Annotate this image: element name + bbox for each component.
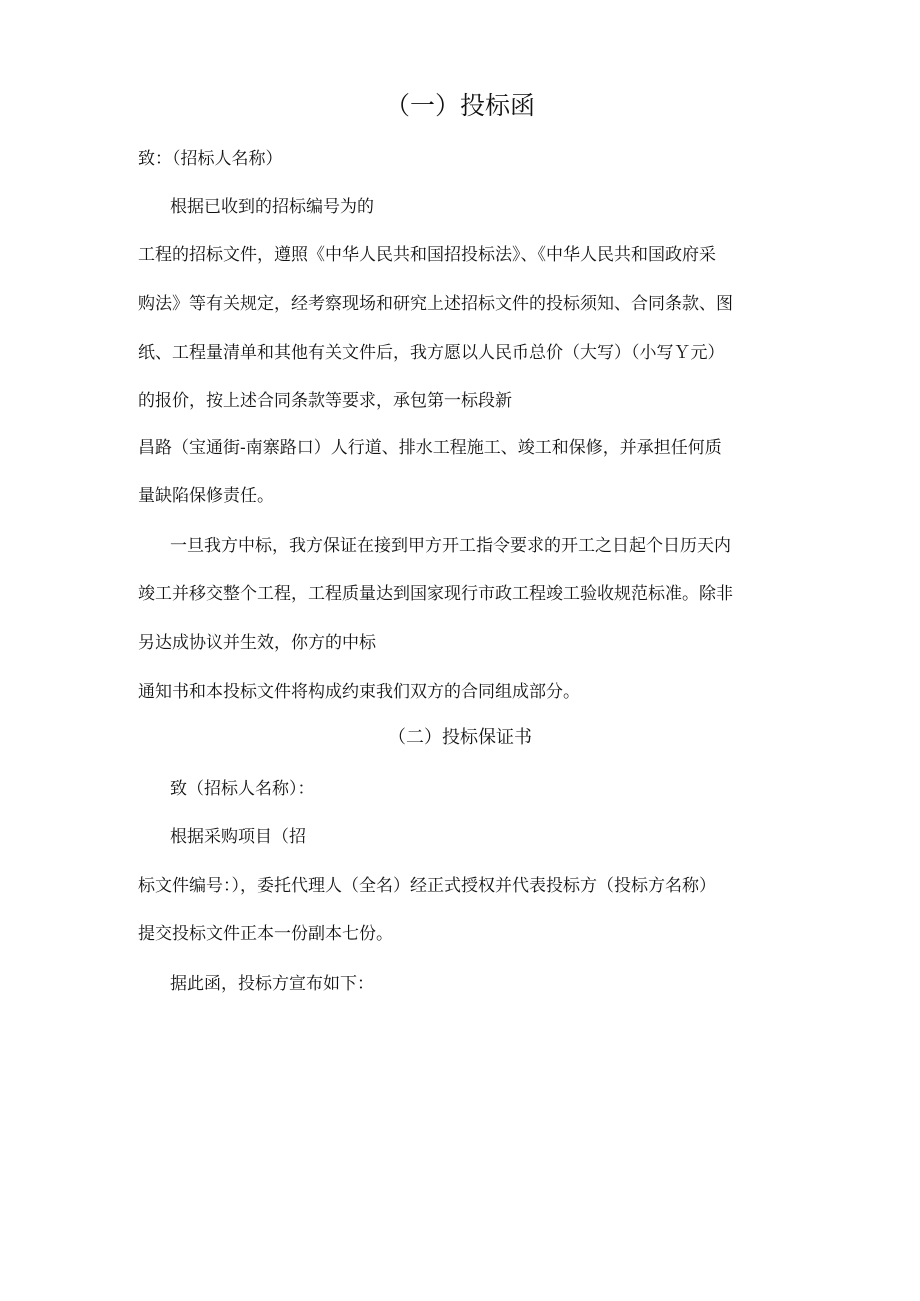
section2-title: （二）投标保证书	[388, 727, 532, 748]
paragraph-line: 通知书和本投标文件将构成约束我们双方的合同组成部分。	[138, 682, 580, 702]
paragraph-line: 根据已收到的招标编号为的	[170, 197, 374, 217]
paragraph-line: 量缺陷保修责任。	[138, 486, 274, 506]
paragraph-line: 一旦我方中标，我方保证在接到甲方开工指令要求的开工之日起个日历天内	[170, 536, 731, 556]
paragraph-line: 据此函，投标方宣布如下：	[170, 974, 374, 994]
section1-salutation: 致：（招标人名称）	[138, 149, 283, 169]
paragraph-line: 的报价，按上述合同条款等要求，承包第一标段新	[138, 391, 512, 411]
paragraph-line: 竣工并移交整个工程，工程质量达到国家现行市政工程竣工验收规范标准。除非	[138, 584, 733, 604]
paragraph-line: 标文件编号：），委托代理人（全名）经正式授权并代表投标方（投标方名称）	[138, 876, 716, 896]
paragraph-line: 提交投标文件正本一份副本七份。	[138, 924, 393, 944]
paragraph-line: 纸、工程量清单和其他有关文件后，我方愿以人民币总价（大写）（小写Ｙ元）	[138, 343, 725, 363]
paragraph-line: 致（招标人名称）：	[170, 779, 315, 799]
section1-title: （一）投标函	[384, 91, 535, 120]
paragraph-line: 根据采购项目（招	[170, 827, 306, 847]
paragraph-line: 另达成协议并生效，你方的中标	[138, 633, 376, 653]
paragraph-line: 昌路（宝通街-南寨路口）人行道、排水工程施工、竣工和保修，并承担任何质	[138, 438, 722, 458]
paragraph-line: 购法》等有关规定，经考察现场和研究上述招标文件的投标须知、合同条款、图	[138, 294, 733, 314]
paragraph-line: 工程的招标文件，遵照《中华人民共和国招投标法》、《中华人民共和国政府采	[138, 245, 716, 265]
